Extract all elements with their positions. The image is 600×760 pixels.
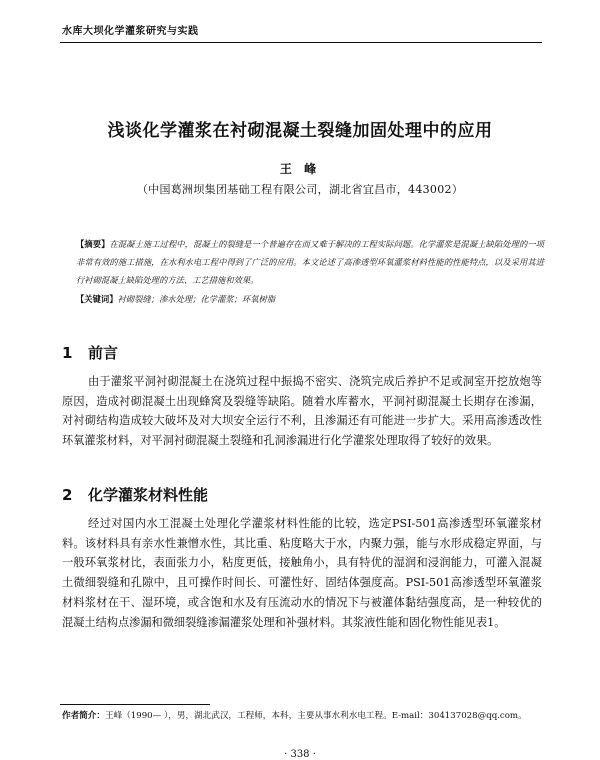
- footnote-label: 作者简介：: [62, 711, 105, 721]
- abstract: [76, 235, 544, 289]
- keywords-text: 衬砌裂缝；渗水处理；化学灌浆；环氧树脂: [117, 294, 276, 304]
- footnote-rule: [60, 704, 210, 705]
- section-paragraph: 由于灌浆平洞衬砌混凝土在浇筑过程中振捣不密实、浇筑完成后养护不足或洞室开挖放炮等原因，造成衬砌混凝土出现蜂窝及裂缝等缺陷。随着水库蓄水，平洞衬砌混凝土长期存在渗漏，对衬砌结构造成较大破坏及对大坝安全运行不利，且渗漏还有可能进一步扩大。采用高渗透改性环氧灌浆材料，对平洞衬砌混凝土裂缝和孔洞渗漏进行化学灌浆处理取得了较好的效果。: [62, 375, 542, 448]
- section-heading: [62, 484, 208, 505]
- author-affiliation: （中国葛洲坝集团基础工程有限公司，湖北省宜昌市，443002）: [136, 183, 464, 196]
- section-number: 1: [62, 344, 73, 362]
- section-number: 2: [62, 486, 73, 504]
- keywords: [76, 292, 544, 306]
- section-paragraph: 经过对国内水工混凝土处理化学灌浆材料性能的比较，选定PSI-501高渗透型环氧灌浆材料。该材料具有亲水性兼憎水性，其比重、粘度略大于水，内聚力强，能与水形成稳定界面，与一般环氧浆材比，表面张力小，粘度更低，接触角小，具有特优的湿润和浸润能力，可灌入混凝土微细裂缝和孔隙中，且可操作时间长、可灌性好、固结体强度高。PSI-501高渗透型环氧灌浆材料浆材在干、湿环境，或含饱和水及有压流动水的情况下与被灌体黏结强度高，是一种较优的混凝土结构点渗漏和微细裂缝渗漏灌浆处理和补强材料。其浆液性能和固化物性能见表1。: [62, 517, 542, 629]
- article-title: 浅谈化学灌浆在衬砌混凝土裂缝加固处理中的应用: [107, 121, 493, 141]
- footnote-text: 王峰（1990— ），男，湖北武汉，工程师，本科，主要从事水利水电工程。E-mail：304137028@qq.com。: [104, 711, 527, 721]
- section-title: 前言: [88, 344, 119, 362]
- section-heading: [62, 342, 118, 363]
- section-title: 化学灌浆材料性能: [88, 486, 209, 504]
- page-number: · 338 ·: [284, 749, 316, 760]
- abstract-label: 【摘要】: [76, 239, 110, 249]
- footnote: [62, 708, 548, 724]
- keywords-label: 【关键词】: [76, 294, 118, 304]
- author-name: 王 峰: [279, 162, 321, 176]
- abstract-text: 在混凝土施工过程中，混凝土的裂缝是一个普遍存在而又难于解决的工程实际问题。化学灌浆是混凝土缺陷处理的一项非常有效的施工措施，在水利水电工程中得到了广泛的应用。本文论述了高渗透型环氧灌浆材料性能的性能特点，以及采用其进行衬砌混凝土缺陷处理的方法、工艺措施和效果。: [76, 239, 544, 285]
- running-head: 水库大坝化学灌浆研究与实践: [62, 26, 199, 37]
- header-rule: [60, 42, 542, 43]
